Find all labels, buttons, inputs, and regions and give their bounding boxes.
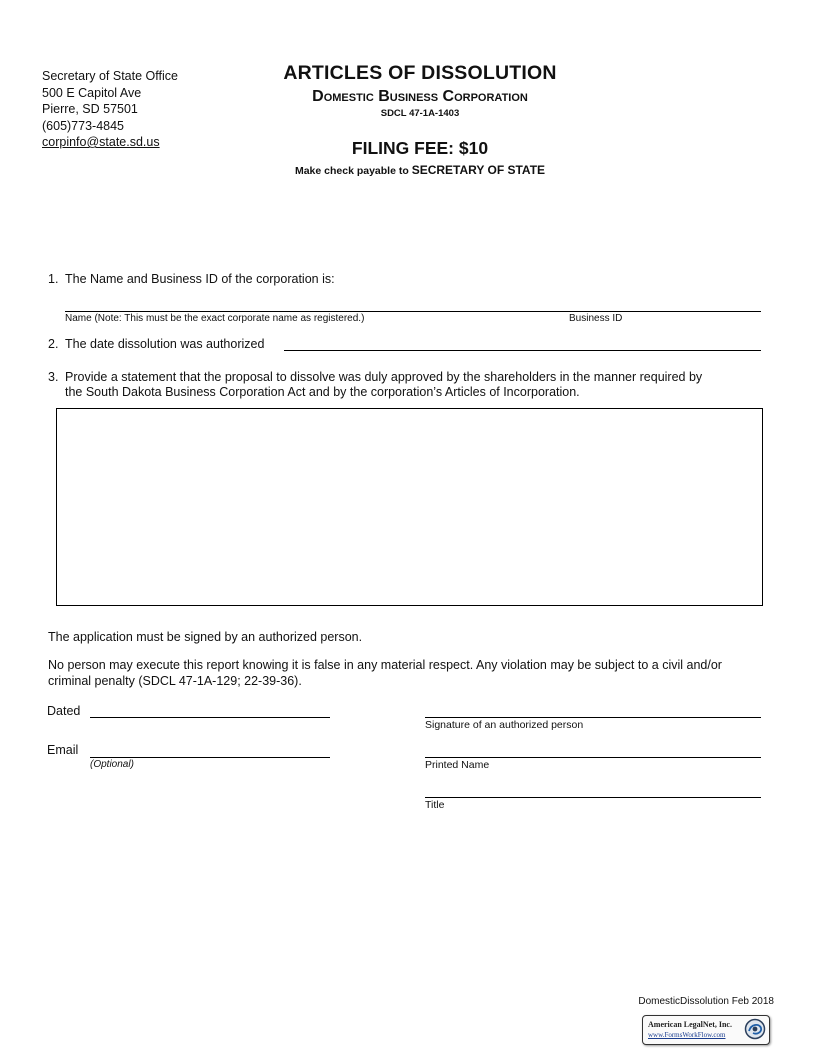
page-title: ARTICLES OF DISSOLUTION [283,62,557,84]
office-address [42,68,178,151]
dated-label: Dated [47,704,81,718]
office-city: Pierre, SD 57501 [42,102,138,116]
page-subtitle: Domestic Business Corporation [312,88,528,105]
form-identifier: DomesticDissolution Feb 2018 [638,996,774,1007]
email-field[interactable] [90,757,330,758]
signature-requirement: The application must be signed by an authorized person. [48,630,363,644]
logo-url: www.FormsWorkFlow.com [648,1031,726,1039]
item3-number: 3. [48,370,59,384]
office-phone: (605)773-4845 [42,118,125,133]
business-id-label: Business ID [569,313,623,324]
logo-company-name: American LegalNet, Inc. [648,1020,732,1029]
penalty-notice-line1: No person may execute this report knowing it is false in any material respect. Any violation may be subject to a civil and/or [48,658,722,672]
payable-prefix: Make check payable to [294,165,409,177]
office-email-link[interactable]: corpinfo@state.sd.us [42,135,160,149]
printed-name-label: Printed Name [425,759,490,771]
office-street: 500 E Capitol Ave [42,85,142,100]
item1-number: 1. [48,272,59,286]
statement-textbox[interactable] [56,408,763,606]
signature-label: Signature of an authorized person [425,719,584,731]
office-name: Secretary of State Office [42,69,178,83]
publisher-logo[interactable] [642,1015,770,1045]
statute-reference: SDCL 47-1A-1403 [380,108,460,119]
printed-name-field[interactable] [425,757,761,758]
corporation-name-field[interactable] [65,311,761,312]
title-field[interactable] [425,797,761,798]
title-label: Title [425,799,445,811]
name-field-label: Name (Note: This must be the exact corporate name as registered.) [65,313,365,324]
item3-text-line1: Provide a statement that the proposal to dissolve was duly approved by the shareholders in the manner required by [65,370,703,384]
item1-text: The Name and Business ID of the corporation is: [65,272,335,286]
signature-field[interactable] [425,717,761,718]
payable-to: SECRETARY OF STATE [411,163,546,177]
dissolution-date-field[interactable] [284,350,761,351]
filing-fee: FILING FEE: $10 [351,138,489,158]
penalty-notice-line2: criminal penalty (SDCL 47-1A-129; 22-39-36). [48,674,302,688]
item3-text-line2: the South Dakota Business Corporation Act and by the corporation’s Articles of Incorporation. [65,385,580,399]
optional-label: (Optional) [90,759,134,770]
email-label: Email [47,743,79,757]
payable-note [240,163,600,177]
item2-text: The date dissolution was authorized [65,337,265,351]
item2-number: 2. [48,337,59,351]
globe-swirl-icon [744,1018,766,1040]
dated-field[interactable] [90,717,330,718]
